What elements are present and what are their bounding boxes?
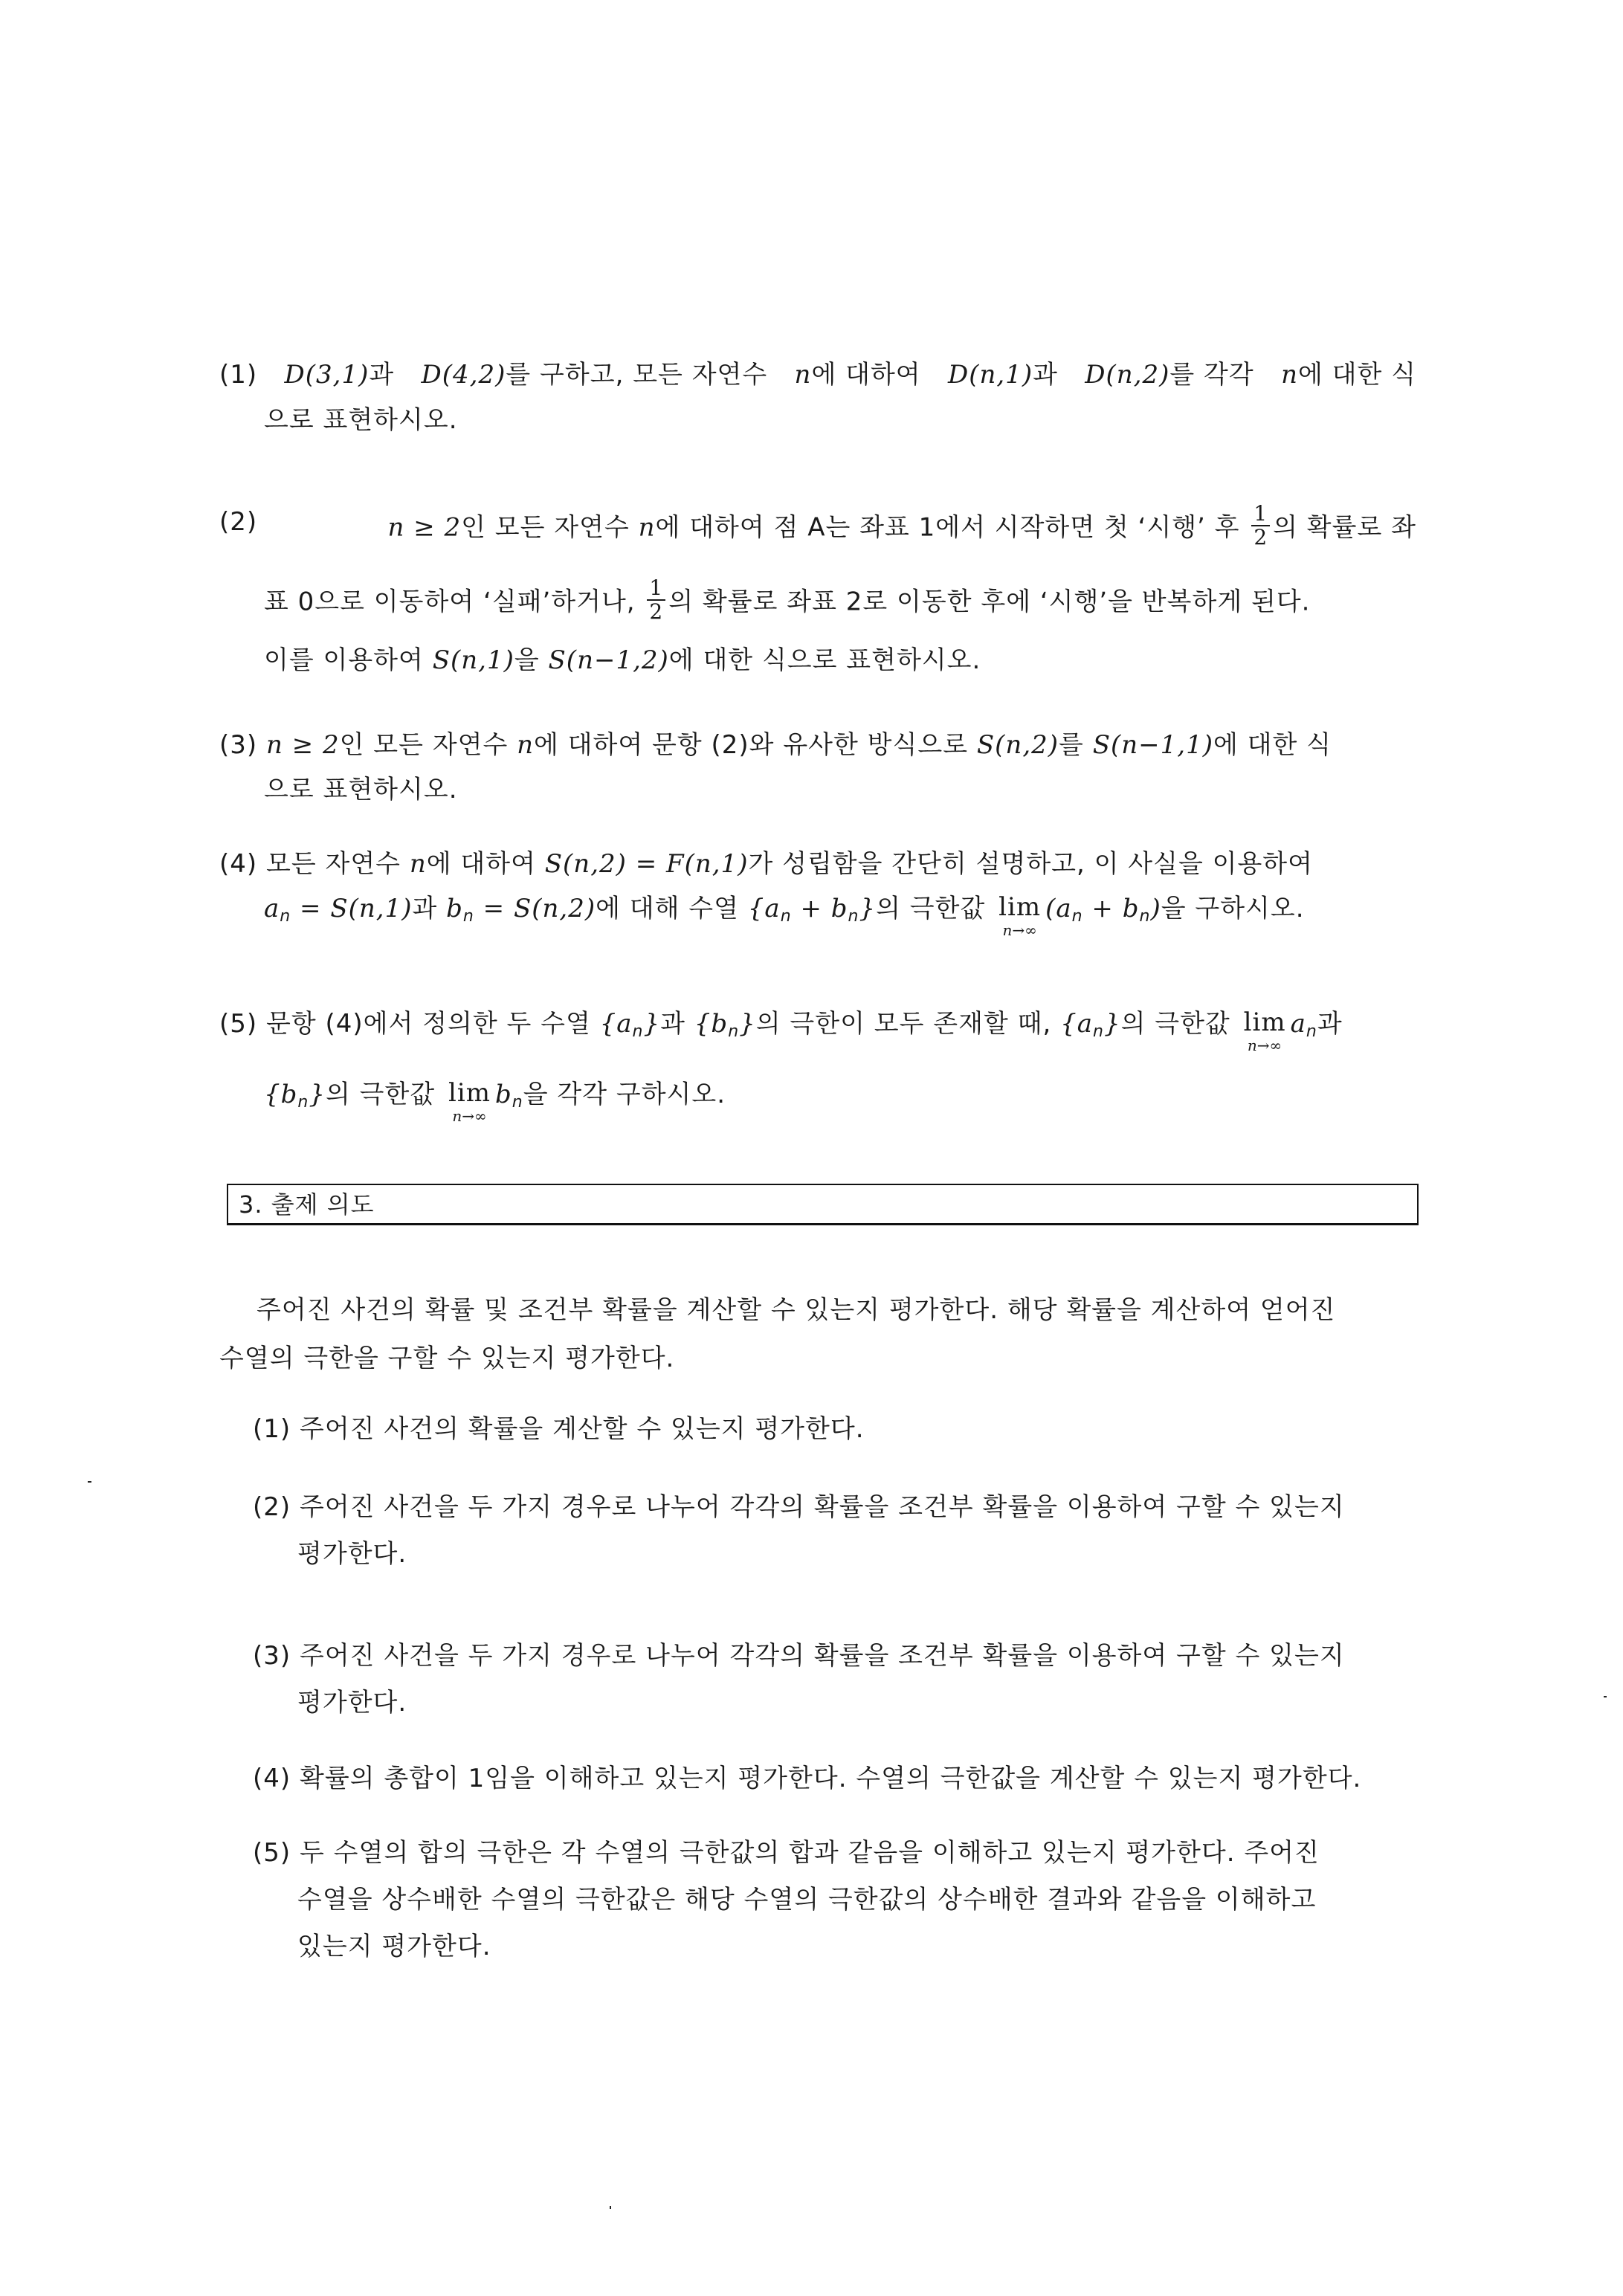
math-expr: } bbox=[643, 1009, 661, 1039]
question-4-line-1 bbox=[219, 848, 1416, 880]
question-5-line-1 bbox=[219, 1007, 1416, 1054]
question-4-line-2 bbox=[264, 892, 1305, 938]
math-expr: S(n,2) = F(n,1) bbox=[544, 849, 749, 879]
math-expr: D(n,1) bbox=[947, 360, 1033, 390]
subscript: n bbox=[1306, 1022, 1317, 1041]
text-run: 의 극한이 모두 존재할 때, bbox=[755, 1009, 1061, 1039]
math-expr: + b bbox=[791, 894, 848, 923]
text-run: 를 구하고, 모든 자연수 bbox=[506, 360, 768, 390]
section-header-box bbox=[227, 1184, 1419, 1225]
subscript: n bbox=[280, 907, 291, 926]
limit-operator bbox=[448, 1078, 491, 1124]
text-run: 의 극한값 bbox=[876, 894, 995, 923]
math-expr: S(n,1) bbox=[432, 645, 514, 675]
intent-item-2-line-2: 평가한다. bbox=[297, 1539, 407, 1569]
math-expr: n ≥ 2 bbox=[387, 512, 462, 543]
text-run: 의 확률로 좌표 2로 이동한 후에 ‘시행’을 반복하게 된다. bbox=[668, 587, 1311, 617]
text-run: 이를 이용하여 bbox=[264, 645, 433, 675]
text-run: 을 bbox=[514, 645, 549, 675]
subscript: n bbox=[632, 1022, 644, 1041]
question-3-label: (3) bbox=[219, 730, 258, 760]
text-run: 의 확률로 좌 bbox=[1273, 512, 1416, 543]
text-run: 를 각각 bbox=[1169, 360, 1254, 390]
math-expr: n bbox=[1281, 360, 1298, 390]
text-run: 에 대하여 문항 (2)와 유사한 방식으로 bbox=[534, 730, 977, 760]
question-5-line-2 bbox=[264, 1078, 726, 1124]
subscript: n bbox=[297, 1093, 309, 1112]
question-3-line-2: 으로 표현하시오. bbox=[264, 775, 458, 804]
scan-speck bbox=[88, 1481, 91, 1483]
question-1-line-2: 으로 표현하시오. bbox=[264, 405, 458, 435]
lim-subscript: n→∞ bbox=[1002, 921, 1037, 939]
question-2-label: (2) bbox=[219, 507, 258, 537]
fraction-denominator: 2 bbox=[1253, 525, 1268, 549]
intent-intro-line-2: 수열의 극한을 구할 수 있는지 평가한다. bbox=[219, 1344, 675, 1373]
math-expr: D(4,2) bbox=[421, 360, 506, 390]
subscript: n bbox=[728, 1022, 740, 1041]
question-1-line-1 bbox=[219, 358, 1416, 391]
text-run: 인 모든 자연수 bbox=[461, 512, 639, 543]
question-4-label: (4) bbox=[219, 849, 258, 879]
text-run: 문항 (4)에서 정의한 두 수열 bbox=[265, 1009, 600, 1039]
text-run: 을 구하시오. bbox=[1161, 894, 1305, 923]
math-expr: S(n,2) bbox=[976, 730, 1059, 760]
text-run: 에 대하여 bbox=[811, 360, 921, 390]
math-expr: n bbox=[409, 849, 427, 879]
math-expr: {a bbox=[1060, 1009, 1093, 1039]
intent-item-label: (4) bbox=[253, 1764, 291, 1793]
fraction-denominator: 2 bbox=[649, 599, 664, 624]
intent-item-5-line-1 bbox=[253, 1837, 1320, 1869]
intent-item-label: (5) bbox=[253, 1838, 291, 1868]
math-expr: n ≥ 2 bbox=[265, 730, 340, 760]
subscript: n bbox=[1092, 1022, 1104, 1041]
limit-operator bbox=[998, 892, 1041, 938]
fraction-one-half bbox=[1251, 503, 1270, 549]
math-expr: a bbox=[1290, 1009, 1306, 1039]
text-run: 에 대하여 점 A는 좌표 1에서 시작하면 첫 ‘시행’ 후 bbox=[655, 512, 1249, 543]
text-run: 의 극한값 bbox=[326, 1080, 444, 1109]
subscript: n bbox=[848, 907, 859, 926]
text-run: 과 bbox=[1033, 360, 1058, 390]
subscript: n bbox=[780, 907, 792, 926]
math-expr: } bbox=[309, 1080, 326, 1109]
math-expr: } bbox=[859, 894, 877, 923]
text-run: 가 성립함을 간단히 설명하고, 이 사실을 이용하여 bbox=[748, 849, 1313, 879]
question-1-label: (1) bbox=[219, 360, 258, 390]
scan-speck bbox=[1604, 1696, 1607, 1697]
math-expr: = S(n,2) bbox=[474, 894, 596, 923]
text-run: 를 bbox=[1059, 730, 1093, 760]
math-expr: {a bbox=[599, 1009, 633, 1039]
math-expr: = S(n,1) bbox=[291, 894, 413, 923]
intent-intro-line-1: 주어진 사건의 확률 및 조건부 확률을 계산할 수 있는지 평가한다. 해당 확률을 계산하여 얻어진 bbox=[256, 1295, 1336, 1325]
math-expr: n bbox=[794, 360, 812, 390]
text-run: 과 bbox=[660, 1009, 694, 1039]
text-run: 의 극한값 bbox=[1120, 1009, 1239, 1039]
intent-item-5-line-2: 수열을 상수배한 수열의 극한값은 해당 수열의 극한값의 상수배한 결과와 같음을 이해하고 bbox=[297, 1885, 1317, 1915]
intent-item-text: 주어진 사건을 두 가지 경우로 나누어 각각의 확률을 조건부 확률을 이용하여 구할 수 있는지 bbox=[299, 1641, 1345, 1671]
question-2-line-3 bbox=[264, 644, 981, 677]
lim-text: lim bbox=[448, 1078, 491, 1108]
subscript: n bbox=[1139, 907, 1151, 926]
fraction-numerator: 1 bbox=[647, 577, 665, 601]
section-title: 3. 출제 의도 bbox=[239, 1190, 375, 1219]
intent-item-text: 두 수열의 합의 극한은 각 수열의 극한값의 합과 같음을 이해하고 있는지 평가한다. 주어진 bbox=[299, 1838, 1320, 1868]
question-2-line-1 bbox=[219, 501, 1416, 552]
math-expr: {a bbox=[747, 894, 781, 923]
intent-item-text: 주어진 사건의 확률을 계산할 수 있는지 평가한다. bbox=[299, 1414, 865, 1444]
math-expr: b bbox=[446, 894, 463, 923]
subscript: n bbox=[1071, 907, 1083, 926]
intent-item-1 bbox=[253, 1413, 865, 1445]
lim-subscript: n→∞ bbox=[452, 1107, 487, 1125]
math-expr: {b bbox=[264, 1080, 298, 1109]
math-expr: } bbox=[1103, 1009, 1121, 1039]
math-expr: {b bbox=[694, 1009, 729, 1039]
text-run: 과 bbox=[412, 894, 447, 923]
limit-operator bbox=[1244, 1007, 1286, 1054]
intent-item-label: (3) bbox=[253, 1641, 291, 1671]
subscript: n bbox=[462, 907, 474, 926]
text-run: 에 대해 수열 bbox=[596, 894, 748, 923]
intent-item-text: 확률의 총합이 1임을 이해하고 있는지 평가한다. 수열의 극한값을 계산할 수 있는지 평가한다. bbox=[299, 1764, 1362, 1793]
intent-item-text: 주어진 사건을 두 가지 경우로 나누어 각각의 확률을 조건부 확률을 이용하여 구할 수 있는지 bbox=[299, 1492, 1345, 1522]
math-expr: ) bbox=[1150, 894, 1161, 923]
math-expr: D(n,2) bbox=[1085, 360, 1170, 390]
math-expr: b bbox=[495, 1080, 512, 1109]
math-expr: + b bbox=[1082, 894, 1140, 923]
lim-subscript: n→∞ bbox=[1247, 1036, 1282, 1054]
text-run: 에 대한 식으로 표현하시오. bbox=[668, 645, 981, 675]
question-2-line-2 bbox=[264, 575, 1416, 626]
text-run: 표 0으로 이동하여 ‘실패’하거나, bbox=[264, 587, 645, 617]
text-run: 에 대하여 bbox=[426, 849, 545, 879]
math-expr: a bbox=[264, 894, 280, 923]
math-expr: S(n−1,1) bbox=[1092, 730, 1213, 760]
text-run: 인 모든 자연수 bbox=[339, 730, 517, 760]
intent-item-2-line-1 bbox=[253, 1491, 1345, 1523]
question-3-line-1 bbox=[219, 729, 1416, 761]
text-run: 에 대한 식 bbox=[1213, 730, 1332, 760]
text-run: 과 bbox=[1317, 1009, 1343, 1039]
intent-item-label: (1) bbox=[253, 1414, 291, 1444]
scan-speck bbox=[610, 2206, 611, 2209]
question-5-label: (5) bbox=[219, 1009, 258, 1039]
text-run: 모든 자연수 bbox=[265, 849, 410, 879]
intent-item-3-line-1 bbox=[253, 1639, 1345, 1672]
math-expr: (a bbox=[1045, 894, 1072, 923]
math-expr: } bbox=[739, 1009, 756, 1039]
intent-item-label: (2) bbox=[253, 1492, 291, 1522]
text-run: 에 대한 식 bbox=[1297, 360, 1416, 390]
math-expr: D(3,1) bbox=[284, 360, 370, 390]
lim-text: lim bbox=[998, 892, 1042, 922]
lim-text: lim bbox=[1243, 1007, 1286, 1037]
fraction-numerator: 1 bbox=[1251, 503, 1270, 526]
fraction-one-half bbox=[647, 577, 665, 623]
text-run: 과 bbox=[369, 360, 395, 390]
text-run: 을 각각 구하시오. bbox=[523, 1080, 726, 1109]
math-expr: S(n−1,2) bbox=[548, 645, 669, 675]
intent-item-5-line-3: 있는지 평가한다. bbox=[297, 1932, 491, 1961]
math-expr: n bbox=[638, 512, 656, 543]
intent-item-3-line-2: 평가한다. bbox=[297, 1688, 407, 1718]
math-expr: n bbox=[517, 730, 535, 760]
intent-item-4 bbox=[253, 1762, 1361, 1795]
subscript: n bbox=[512, 1093, 523, 1112]
